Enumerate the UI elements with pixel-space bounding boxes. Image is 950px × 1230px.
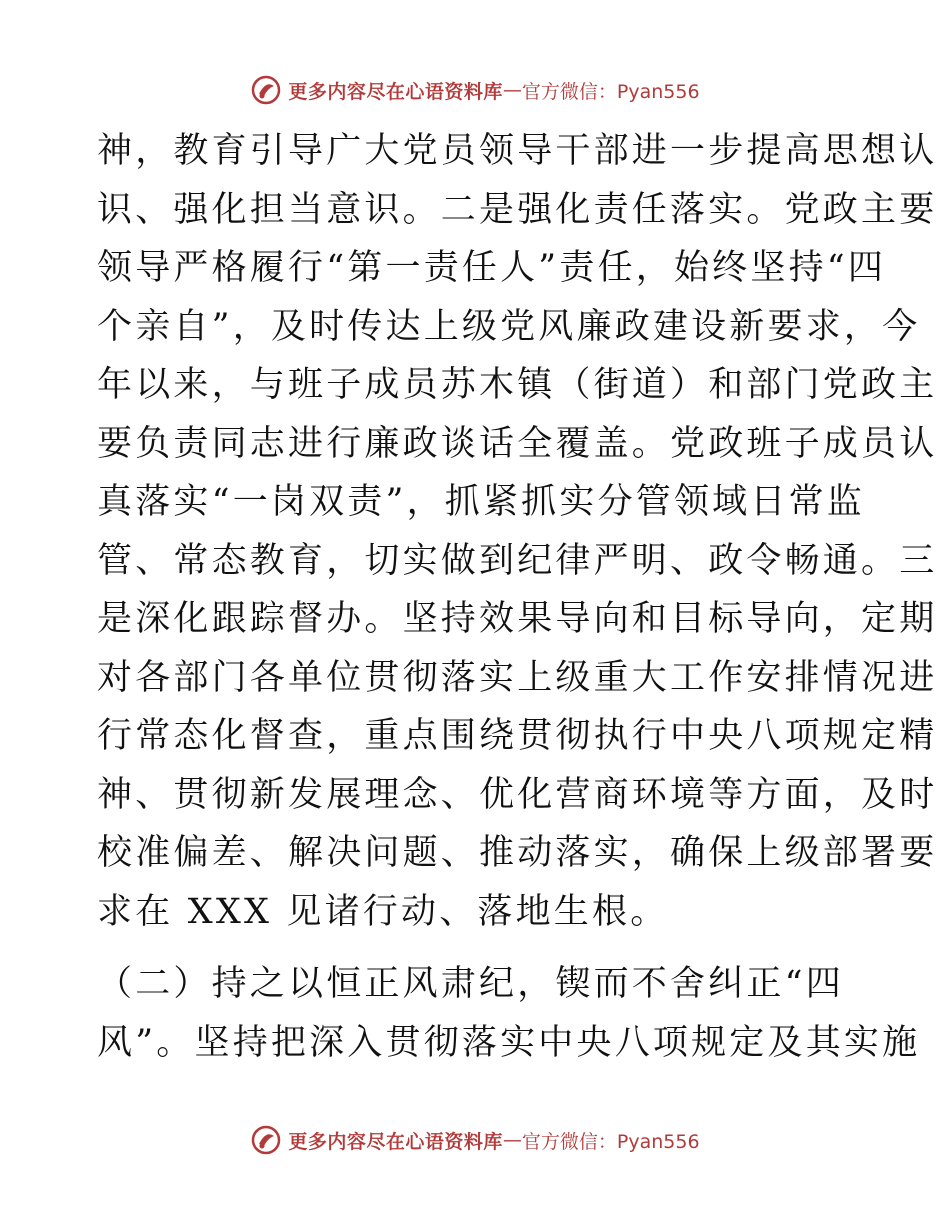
section-heading-line: （二）持之以恒正风肃纪，锲而不舍纠正“四: [97, 964, 844, 1004]
header-brand-text: 更多内容尽在心语资料库: [288, 80, 503, 103]
text-line: 校准偏差、解决问题、推动落实，确保上级部署要: [97, 833, 938, 873]
brand-logo-icon: [250, 1124, 282, 1156]
text-line: 神，教育引导广大党员领导干部进一步提高思想认: [97, 131, 938, 171]
text-line: 识、强化担当意识。二是强化责任落实。党政主要: [97, 189, 938, 230]
text-line: 真落实“一岗双责”，抓紧抓实分管领域日常监: [97, 482, 865, 522]
document-body: [97, 122, 938, 1072]
footer-contact-text: 官方微信：Pyan556: [521, 1130, 700, 1153]
header-contact-text: 官方微信：Pyan556: [521, 80, 700, 103]
text-line: 风”。坚持把深入贯彻落实中央八项规定及其实施: [97, 1022, 921, 1063]
paragraph-2: [97, 955, 921, 1072]
text-line: 领导严格履行“第一责任人”责任，始终坚持“四: [97, 248, 887, 288]
header-banner: [0, 70, 950, 110]
footer-banner: [0, 1120, 950, 1160]
text-line: 个亲自”，及时传达上级党风廉政建设新要求，今: [97, 306, 921, 347]
text-line: 对各部门各单位贯彻落实上级重大工作安排情况进: [97, 657, 938, 698]
paragraph-1: [97, 122, 938, 941]
text-line: 是深化跟踪督办。坚持效果导向和目标导向，定期: [97, 599, 938, 639]
text-line: 年以来，与班子成员苏木镇（街道）和部门党政主: [97, 365, 938, 405]
text-line: 要负责同志进行廉政谈话全覆盖。党政班子成员认: [97, 423, 938, 464]
footer-brand-text: 更多内容尽在心语资料库: [288, 1130, 503, 1153]
brand-logo-icon: [250, 74, 282, 106]
text-line: 管、常态教育，切实做到纪律严明、政令畅通。三: [97, 540, 938, 581]
text-line: 求在 XXX 见诸行动、落地生根。: [97, 891, 669, 932]
paragraph-gap: [97, 941, 857, 955]
footer-separator: —: [502, 1129, 522, 1151]
text-line: 行常态化督查，重点围绕贯彻执行中央八项规定精: [97, 716, 938, 756]
text-line: 神、贯彻新发展理念、优化营商环境等方面，及时: [97, 774, 938, 815]
header-separator: —: [502, 79, 522, 101]
